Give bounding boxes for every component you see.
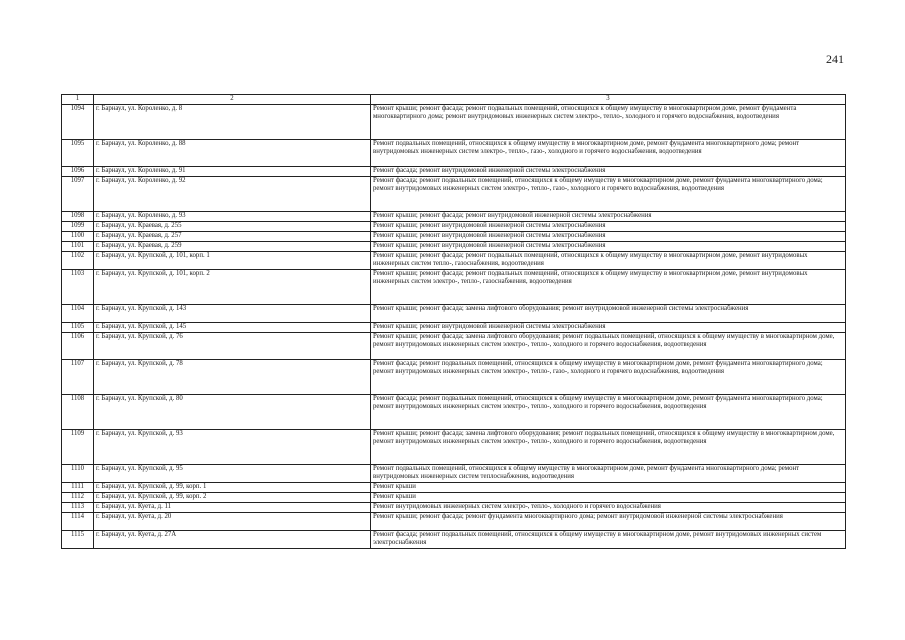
row-number: 1096 (62, 167, 94, 177)
row-address: г. Барнаул, ул. Крупской, д. 143 (94, 305, 371, 323)
table-row (62, 531, 846, 549)
row-address: г. Барнаул, ул. Краевая, д. 257 (94, 232, 371, 242)
row-works: Ремонт крыши; ремонт внутридомовой инженерной системы электроснабжения (371, 323, 846, 333)
row-address: г. Барнаул, ул. Короленко, д. 88 (94, 140, 371, 167)
row-works: Ремонт фасада; ремонт подвальных помещений, относящихся к общему имуществу в многоквартирном доме, ремонт фундамента многоквартирного дома; ремонт внутридомовых инженерных систем электро-, тепло-, газо-, холодного и горячего водоснабжения, водоотведения (371, 360, 846, 395)
row-address: г. Барнаул, ул. Куета, д. 27А (94, 531, 371, 549)
table-row (62, 483, 846, 493)
row-number: 1103 (62, 270, 94, 305)
row-number: 1094 (62, 105, 94, 140)
row-number: 1095 (62, 140, 94, 167)
row-number: 1109 (62, 430, 94, 465)
row-works: Ремонт подвальных помещений, относящихся к общему имуществу в многоквартирном доме, ремонт фундамента многоквартирного дома; ремонт внутридомовых инженерных систем электро-, тепло-, газо-, холодного и горячего водоснабжения, водоотведения (371, 140, 846, 167)
table-row (62, 360, 846, 395)
row-address: г. Барнаул, ул. Крупской, д. 99, корп. 1 (94, 483, 371, 493)
row-works: Ремонт крыши; ремонт внутридомовой инженерной системы электроснабжения (371, 232, 846, 242)
row-works: Ремонт крыши; ремонт фасада; ремонт внутридомовой инженерной системы электроснабжения (371, 212, 846, 222)
row-works: Ремонт подвальных помещений, относящихся к общему имуществу в многоквартирном доме, ремонт фундамента многоквартирного дома; ремонт внутридомовых инженерных систем теплоснабжения, водоотведения (371, 465, 846, 483)
table-row (62, 465, 846, 483)
row-address: г. Барнаул, ул. Краевая, д. 255 (94, 222, 371, 232)
row-address: г. Барнаул, ул. Короленко, д. 93 (94, 212, 371, 222)
row-works: Ремонт крыши; ремонт фасада; замена лифтового оборудования; ремонт внутридомовой инженерной системы электроснабжения (371, 305, 846, 323)
row-address: г. Барнаул, ул. Куета, д. 20 (94, 513, 371, 531)
row-address: г. Барнаул, ул. Крупской, д. 95 (94, 465, 371, 483)
row-works: Ремонт крыши (371, 483, 846, 493)
table-row (62, 305, 846, 323)
row-works: Ремонт крыши; ремонт фасада; ремонт фундамента многоквартирного дома; ремонт внутридомовой инженерной системы электроснабжения (371, 513, 846, 531)
table-row (62, 503, 846, 513)
row-address: г. Барнаул, ул. Крупской, д. 78 (94, 360, 371, 395)
row-works: Ремонт фасада; ремонт внутридомовой инженерной системы электроснабжения (371, 167, 846, 177)
table-row (62, 430, 846, 465)
row-address: г. Барнаул, ул. Короленко, д. 8 (94, 105, 371, 140)
row-address: г. Барнаул, ул. Краевая, д. 259 (94, 242, 371, 252)
row-address: г. Барнаул, ул. Крупской, д. 80 (94, 395, 371, 430)
row-works: Ремонт фасада; ремонт подвальных помещений, относящихся к общему имуществу в многоквартирном доме, ремонт фундамента многоквартирного дома; ремонт внутридомовых инженерных систем электро-, тепло-, холодного и горячего водоснабжения, водоотведения (371, 395, 846, 430)
row-number: 1098 (62, 212, 94, 222)
row-address: г. Барнаул, ул. Крупской, д. 99, корп. 2 (94, 493, 371, 503)
table-header-row (62, 95, 846, 105)
table-row (62, 140, 846, 167)
row-number: 1104 (62, 305, 94, 323)
table-row (62, 105, 846, 140)
row-address: г. Барнаул, ул. Куета, д. 11 (94, 503, 371, 513)
row-address: г. Барнаул, ул. Крупской, д. 76 (94, 333, 371, 360)
table-row (62, 513, 846, 531)
row-number: 1111 (62, 483, 94, 493)
table-row (62, 177, 846, 212)
row-address: г. Барнаул, ул. Крупской, д. 145 (94, 323, 371, 333)
row-address: г. Барнаул, ул. Крупской, д. 101, корп. 1 (94, 252, 371, 270)
row-number: 1113 (62, 503, 94, 513)
row-number: 1102 (62, 252, 94, 270)
row-number: 1105 (62, 323, 94, 333)
row-number: 1110 (62, 465, 94, 483)
page-number: 241 (826, 52, 844, 66)
table-row (62, 242, 846, 252)
row-number: 1100 (62, 232, 94, 242)
row-works: Ремонт крыши; ремонт фасада; замена лифтового оборудования; ремонт подвальных помещений, относящихся к общему имуществу в многоквартирном доме, ремонт внутридомовых инженерных систем электро-, тепло-, холодного и горячего водоснабжения, водоотведения (371, 333, 846, 360)
row-number: 1108 (62, 395, 94, 430)
row-works: Ремонт крыши; ремонт фасада; ремонт подвальных помещений, относящихся к общему имуществу в многоквартирном доме, ремонт фундамента многоквартирного дома; ремонт внутридомовых инженерных систем электро-, тепло-, холодного и горячего водоснабжения, водоотведения (371, 105, 846, 140)
row-number: 1097 (62, 177, 94, 212)
row-number: 1106 (62, 333, 94, 360)
row-number: 1099 (62, 222, 94, 232)
table-row (62, 493, 846, 503)
row-number: 1101 (62, 242, 94, 252)
row-works: Ремонт крыши; ремонт фасада; ремонт подвальных помещений, относящихся к общему имуществу в многоквартирном доме, ремонт внутридомовых инженерных систем электро-, тепло-, газоснабжения, водоотведения (371, 270, 846, 305)
row-number: 1114 (62, 513, 94, 531)
row-works: Ремонт крыши; ремонт внутридомовой инженерной системы электроснабжения (371, 222, 846, 232)
table-row (62, 333, 846, 360)
table-row (62, 395, 846, 430)
row-works: Ремонт крыши; ремонт фасада; ремонт подвальных помещений, относящихся к общему имуществу в многоквартирном доме, ремонт внутридомовых инженерных систем тепло-, газоснабжения, водоотведения (371, 252, 846, 270)
table-row (62, 270, 846, 305)
row-works: Ремонт крыши (371, 493, 846, 503)
table-row (62, 232, 846, 242)
row-number: 1107 (62, 360, 94, 395)
table-row (62, 167, 846, 177)
row-works: Ремонт фасада; ремонт подвальных помещений, относящихся к общему имуществу в многоквартирном доме, ремонт внутридомовых инженерных систем электроснабжения (371, 531, 846, 549)
row-address: г. Барнаул, ул. Короленко, д. 92 (94, 177, 371, 212)
row-works: Ремонт крыши; ремонт фасада; замена лифтового оборудования; ремонт подвальных помещений, относящихся к общему имуществу в многоквартирном доме, ремонт внутридомовых инженерных систем электро-, тепло-, холодного и горячего водоснабжения, водоотведения (371, 430, 846, 465)
table-row (62, 252, 846, 270)
row-works: Ремонт крыши; ремонт внутридомовой инженерной системы электроснабжения (371, 242, 846, 252)
row-address: г. Барнаул, ул. Крупской, д. 101, корп. 2 (94, 270, 371, 305)
row-works: Ремонт внутридомовых инженерных систем электро-, тепло-, холодного и горячего водоснабжения (371, 503, 846, 513)
table-row (62, 323, 846, 333)
column-header-2: 2 (94, 95, 371, 105)
register-table (61, 94, 846, 549)
row-number: 1112 (62, 493, 94, 503)
table-row (62, 212, 846, 222)
column-header-1: 1 (62, 95, 94, 105)
row-address: г. Барнаул, ул. Короленко, д. 91 (94, 167, 371, 177)
row-number: 1115 (62, 531, 94, 549)
row-address: г. Барнаул, ул. Крупской, д. 93 (94, 430, 371, 465)
row-works: Ремонт фасада; ремонт подвальных помещений, относящихся к общему имуществу в многоквартирном доме, ремонт фундамента многоквартирного дома; ремонт внутридомовых инженерных систем электро-, тепло-, газо-, холодного и горячего водоснабжения, водоотведения (371, 177, 846, 212)
table-row (62, 222, 846, 232)
column-header-3: 3 (371, 95, 846, 105)
